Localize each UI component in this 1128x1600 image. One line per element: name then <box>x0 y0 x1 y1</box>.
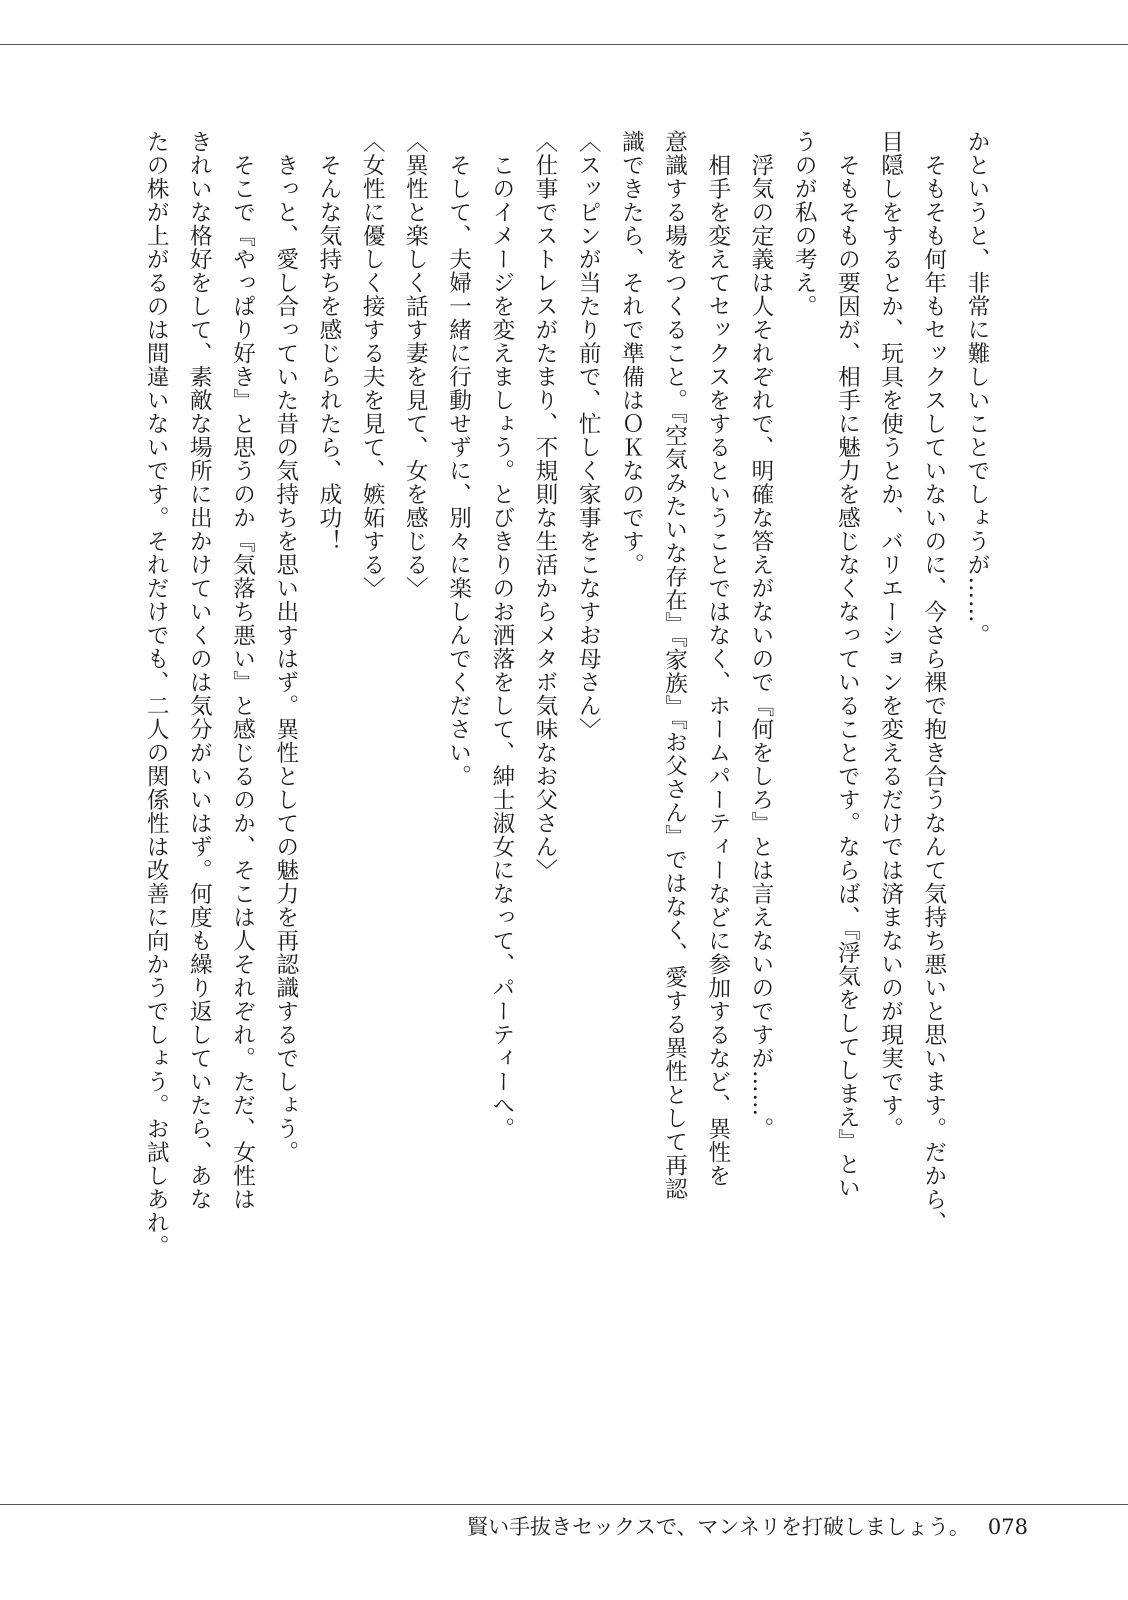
text-line: そもそもの要因が、相手に魅力を感じなくなっていることです。ならば、『浮気をしてしまえ』とい <box>834 130 861 1200</box>
text-line: きれいな格好をして、素敵な場所に出かけていくのは気分がいいはず。何度も繰り返していたら、あな <box>186 130 213 1211</box>
bottom-rule <box>0 1504 1128 1505</box>
text-line: 浮気の定義は人それぞれで、明確な答えがないので『何をしろ』とは言えないのですが……。 <box>747 130 774 1141</box>
text-line: きっと、愛し合っていた昔の気持ちを思い出すはず。異性としての魅力を再認識するでしょう。 <box>272 130 299 1164</box>
text-line: そもそも何年もセックスしていないのに、今さら裸で抱き合うなんて気持ち悪いと思います。だから、 <box>920 130 947 1235</box>
text-line: 識できたら、それで準備はＯＫなのです。 <box>618 130 645 577</box>
text-line: たの株が上がるのは間違いないです。それだけでも、二人の関係性は改善に向かうでしょう。お試しあれ。 <box>143 130 170 1258</box>
text-line: そんな気持ちを感じられたら、成功！ <box>315 130 342 553</box>
text-line: かというと、非常に難しいことでしょうが……。 <box>964 130 990 647</box>
text-line: 意識する場をつくること。『空気みたいな存在』『家族』『お父さん』ではなく、愛する異性として再認 <box>661 130 688 1201</box>
running-title: 賢い手抜きセックスで、マンネリを打破しましょう。 <box>467 1515 970 1539</box>
vertical-body-text <box>134 130 998 1260</box>
text-line: うのが私の考え。 <box>791 130 818 318</box>
text-line: 〈異性と楽しく話す妻を見て、女を感じる〉 <box>402 130 429 600</box>
page-number: 078 <box>987 1515 1028 1539</box>
text-line: 目隠しをするとか、玩具を使うとか、バリエーションを変えるだけでは済まないのが現実です。 <box>877 130 904 1141</box>
text-line: 〈仕事でストレスがたまり、不規則な生活からメタボ気味なお父さん〉 <box>531 130 558 882</box>
text-line: 〈女性に優しく接する夫を見て、嫉妬する〉 <box>359 130 386 600</box>
page-footer <box>467 1512 1028 1542</box>
text-line: そこで『やっぱり好き』と思うのか『気落ち悪い』と感じるのか、そこは人それぞれ。ただ、女性は <box>229 130 256 1211</box>
text-line: このイメージを変えましょう。とびきりのお洒落をして、紳士淑女になって、パーティーへ。 <box>488 130 515 1141</box>
text-line: 〈スッピンが当たり前で、忙しく家事をこなすお母さん〉 <box>575 130 602 741</box>
text-line: そして、夫婦一緒に行動せずに、別々に楽しんでください。 <box>445 130 472 788</box>
top-rule <box>0 44 1128 45</box>
text-line: 相手を変えてセックスをするということではなく、ホームパーティーなどに参加するなど、異性を <box>704 130 731 1188</box>
